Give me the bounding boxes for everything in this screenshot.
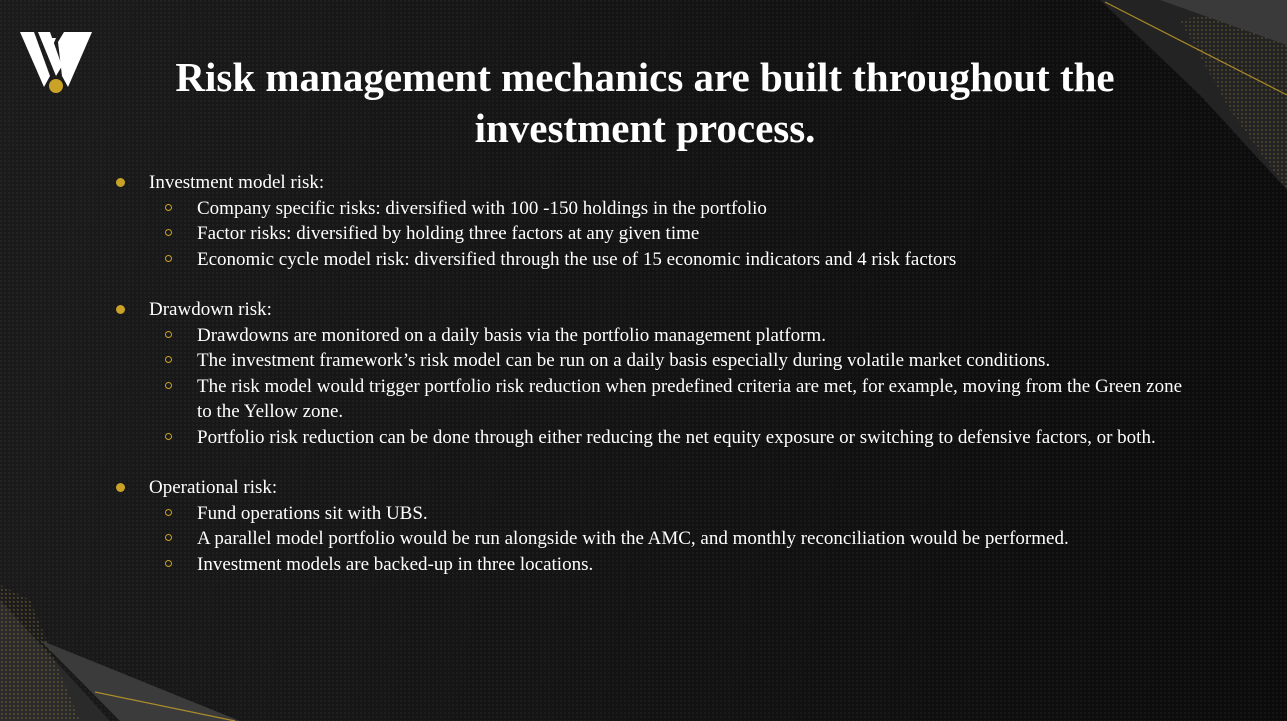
hollow-bullet-icon — [165, 255, 172, 262]
section-heading-text: Investment model risk: — [149, 172, 325, 193]
risk-section — [112, 475, 1192, 577]
risk-list — [112, 170, 1192, 602]
w-monogram-logo-icon — [20, 32, 92, 94]
hollow-bullet-icon — [165, 433, 172, 440]
risk-section — [112, 170, 1192, 272]
list-item-text: The investment framework’s risk model can be run on a daily basis especially during volatile market conditions. — [197, 350, 1051, 371]
hollow-bullet-icon — [165, 509, 172, 516]
hollow-bullet-icon — [165, 204, 172, 211]
list-item — [112, 425, 1192, 451]
list-item — [112, 374, 1192, 425]
list-item — [112, 323, 1192, 349]
list-item — [112, 526, 1192, 552]
risk-section — [112, 297, 1192, 450]
list-item — [112, 221, 1192, 247]
list-item — [112, 247, 1192, 273]
list-item — [112, 552, 1192, 578]
list-item-text: Company specific risks: diversified with 100 -150 holdings in the portfolio — [197, 197, 767, 219]
hollow-bullet-icon — [165, 534, 172, 541]
list-item-text: Portfolio risk reduction can be done through either reducing the net equity exposure or switching to defensive factors, or both. — [197, 426, 1156, 448]
list-item-text: Fund operations sit with UBS. — [197, 502, 428, 524]
list-item-text: Investment models are backed-up in three locations. — [197, 553, 594, 575]
filled-bullet-icon — [116, 483, 125, 492]
filled-bullet-icon — [116, 305, 125, 314]
slide-title: Risk management mechanics are built throughout the investment process. — [175, 54, 1115, 151]
list-item-text: Factor risks: diversified by holding three factors at any given time — [197, 223, 700, 244]
section-heading-text: Operational risk: — [149, 477, 278, 498]
list-item-text: Economic cycle model risk: diversified through the use of 15 economic indicators and 4 risk factors — [197, 248, 957, 270]
list-item-text: Drawdowns are monitored on a daily basis via the portfolio management platform. — [197, 324, 826, 346]
filled-bullet-icon — [116, 178, 125, 187]
hollow-bullet-icon — [165, 356, 172, 363]
section-heading — [112, 475, 1192, 501]
section-heading-text: Drawdown risk: — [149, 299, 272, 320]
list-item-text: The risk model would trigger portfolio risk reduction when predefined criteria are met, for example, moving from the Green zone to the Yellow zone. — [197, 375, 1183, 422]
list-item-text: A parallel model portfolio would be run alongside with the AMC, and monthly reconciliation would be performed. — [197, 528, 1069, 549]
hollow-bullet-icon — [165, 229, 172, 236]
list-item — [112, 196, 1192, 222]
section-heading — [112, 297, 1192, 323]
hollow-bullet-icon — [165, 560, 172, 567]
hollow-bullet-icon — [165, 382, 172, 389]
section-heading — [112, 170, 1192, 196]
list-item — [112, 501, 1192, 527]
list-item — [112, 348, 1192, 374]
hollow-bullet-icon — [165, 331, 172, 338]
